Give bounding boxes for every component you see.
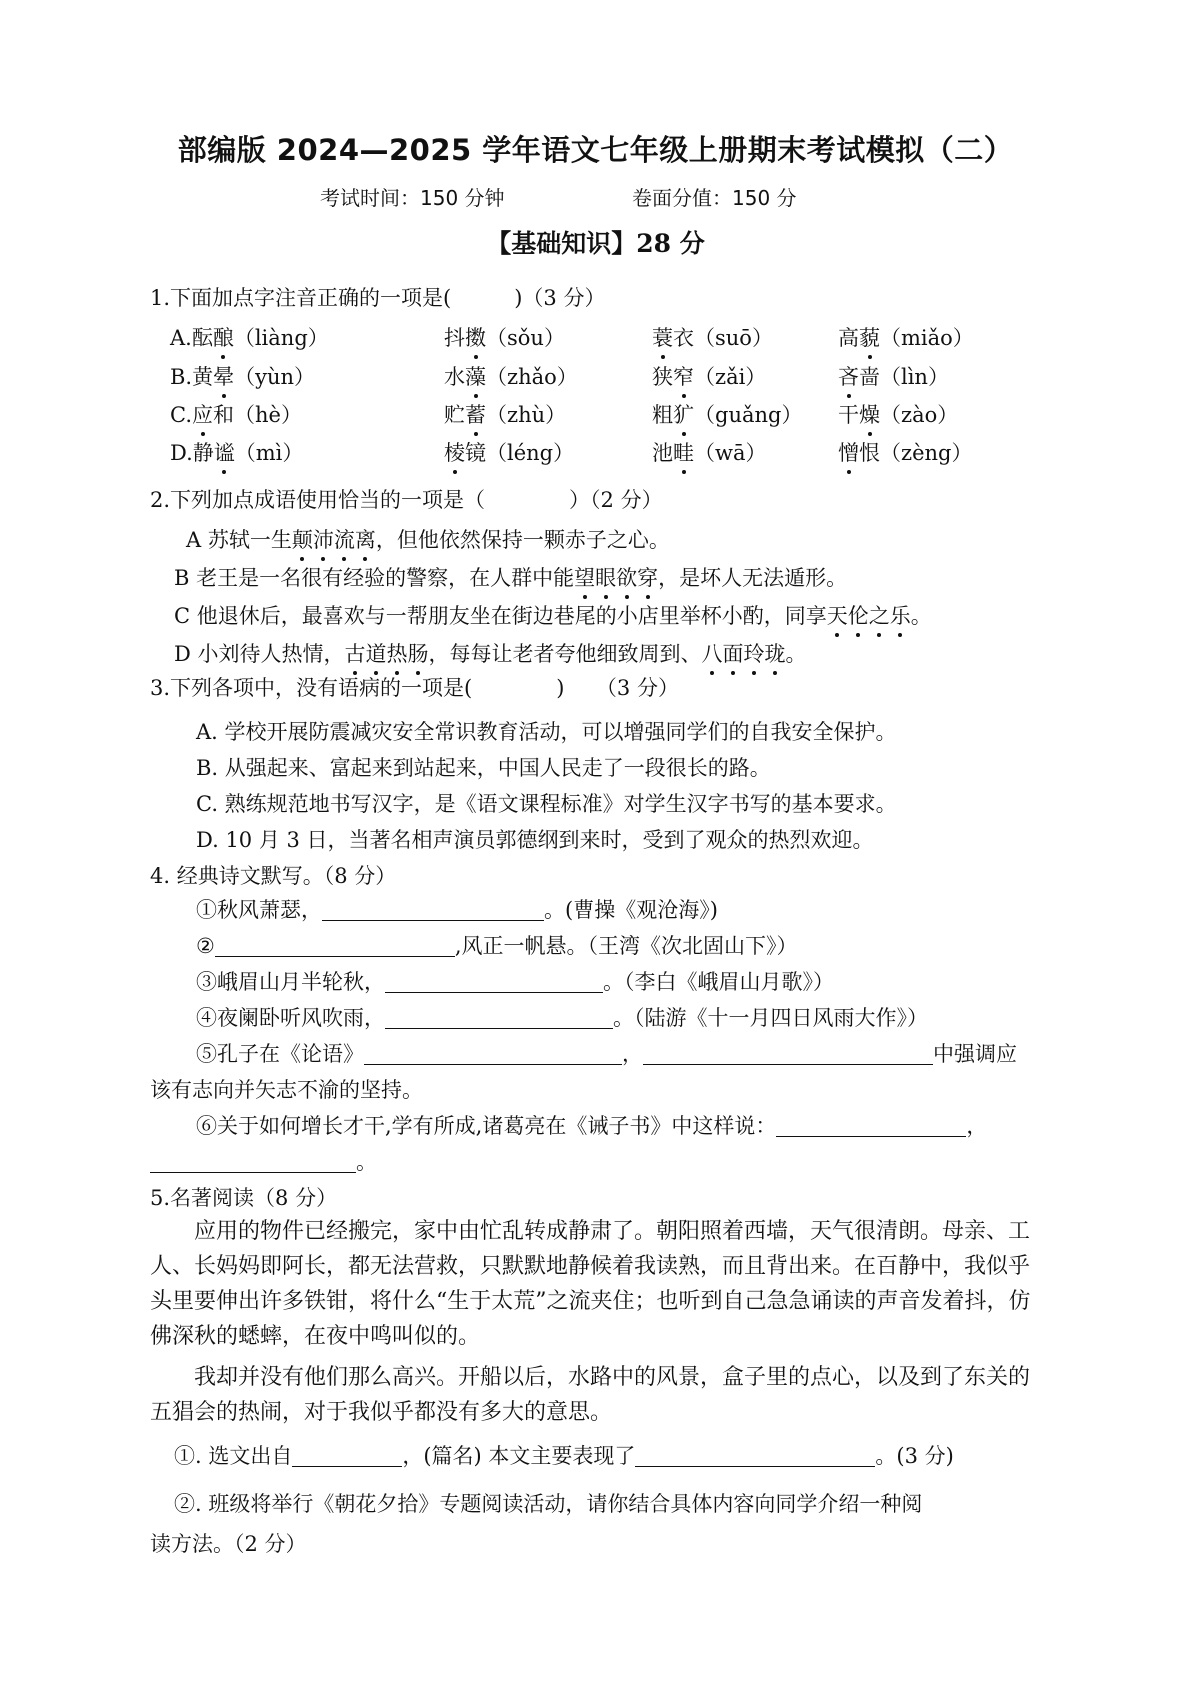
q3-stem: 3.下列各项中，没有语病的一项是( ) （3 分）	[150, 676, 679, 700]
q2-b-idiom: 望眼欲穿	[574, 566, 658, 590]
q1-option-a-word-1: A.酝酿（liàng）	[170, 322, 329, 352]
answer-blank[interactable]	[364, 1042, 622, 1065]
q4-line-2: ② ,风正一帆悬。（王湾《次北固山下》）	[196, 934, 798, 958]
q4-line-3: ③峨眉山月半轮秋， 。（李白《峨眉山月歌》）	[196, 970, 834, 994]
q2-d-idiom2: 八面玲珑	[702, 642, 786, 666]
answer-blank[interactable]	[643, 1042, 933, 1065]
q2-c-idiom: 天伦之乐	[827, 604, 911, 628]
q4-line-5-cont: 该有志向并矢志不渝的坚持。	[150, 1078, 423, 1102]
q3-option-d: D. 10 月 3 日，当著名相声演员郭德纲到来时，受到了观众的热烈欢迎。	[196, 828, 874, 852]
q5-stem: 5.名著阅读（8 分）	[150, 1186, 338, 1210]
answer-blank[interactable]	[385, 1006, 613, 1029]
q1-option-d-word-1: D.静谧（mì）	[170, 437, 303, 467]
answer-blank[interactable]	[322, 898, 544, 921]
q2-stem: 2.下列加点成语使用恰当的一项是（ ）（2 分）	[150, 488, 663, 512]
q4-line-5: ⑤孔子在《论语》 ， 中强调应	[196, 1042, 1017, 1066]
q5-passage-2: 我却并没有他们那么高兴。开船以后，水路中的风景，盒子里的点心，以及到了东关的五猖会的热闹，对于我似乎都没有多大的意思。	[150, 1365, 1031, 1425]
q2-d-idiom: 古道热肠	[345, 642, 429, 666]
q2-option-c: C 他退休后，最喜欢与一帮朋友坐在街边巷尾的小店里举杯小酌，同享天伦之乐。	[174, 600, 932, 630]
q1-option-c-word-3: 粗犷（guǎng）	[652, 399, 802, 429]
q1-option-b-word-2: 水藻（zhǎo）	[444, 361, 578, 391]
q1-option-a-word-4: 高藐（miǎo）	[838, 322, 974, 352]
answer-blank[interactable]	[635, 1444, 875, 1467]
q2-option-b: B 老王是一名很有经验的警察，在人群中能望眼欲穿，是坏人无法遁形。	[174, 562, 847, 592]
q1-stem: 1.下面加点字注音正确的一项是( )（3 分）	[150, 286, 606, 310]
q1-option-b-word-3: 狭窄（zǎi）	[652, 361, 766, 391]
q1-option-b-word-4: 吝啬（lìn）	[838, 361, 949, 391]
answer-blank[interactable]	[776, 1114, 966, 1137]
q4-stem: 4. 经典诗文默写。（8 分）	[150, 864, 397, 888]
answer-blank[interactable]	[150, 1150, 356, 1173]
answer-blank[interactable]	[385, 970, 603, 993]
q5-sub-1: ①. 选文出自 ，(篇名) 本文主要表现了 。(3 分)	[174, 1444, 954, 1468]
q4-line-6-cont: 。	[150, 1146, 377, 1176]
q2-option-a: A 苏轼一生颠沛流离，但他依然保持一颗赤子之心。	[186, 524, 670, 554]
q4-line-4: ④夜阑卧听风吹雨， 。（陆游《十一月四日风雨大作》）	[196, 1006, 928, 1030]
q4-line-6: ⑥关于如何增长才干,学有所成,诸葛亮在《诫子书》中这样说： ，	[196, 1114, 988, 1138]
q1-option-a-word-2: 抖擞（sǒu）	[444, 322, 565, 352]
q1-option-b-word-1: B.黄晕（yùn）	[170, 361, 315, 391]
exam-score: 卷面分值：150 分	[632, 186, 797, 210]
q1-option-c-word-2: 贮蓄（zhù）	[444, 399, 566, 429]
q5-passage-1: 应用的物件已经搬完，家中由忙乱转成静肃了。朝阳照着西墙，天气很清朗。母亲、工人、长妈妈即阿长，都无法营救，只默默地静候着我读熟，而且背出来。在百静中，我似乎头里要伸出许多铁钳，将什么“生于太荒”之流夹住；也听到自己急急诵读的声音发着抖，仿佛深秋的蟋蟀，在夜中鸣叫似的。	[150, 1219, 1031, 1349]
q1-option-c-word-4: 干燥（zào）	[838, 399, 958, 429]
q5-sub-2-cont: 读方法。（2 分）	[150, 1532, 307, 1556]
answer-blank[interactable]	[215, 934, 455, 957]
q3-option-c: C. 熟练规范地书写汉字，是《语文课程标准》对学生汉字书写的基本要求。	[196, 792, 897, 816]
q5-sub-2: ②. 班级将举行《朝花夕拾》专题阅读活动，请你结合具体内容向同学介绍一种阅	[174, 1492, 923, 1516]
q1-option-d-word-4: 憎恨（zèng）	[838, 437, 972, 467]
q3-option-b: B. 从强起来、富起来到站起来，中国人民走了一段很长的路。	[196, 756, 771, 780]
answer-blank[interactable]	[292, 1444, 402, 1467]
q1-option-c-word-1: C.应和（hè）	[170, 399, 302, 429]
exam-time: 考试时间：150 分钟	[320, 186, 505, 210]
q3-option-a: A. 学校开展防震减灾安全常识教育活动，可以增强同学们的自我安全保护。	[196, 720, 897, 744]
q4-line-1: ①秋风萧瑟， 。(曹操《观沧海》)	[196, 898, 718, 922]
q1-option-d-word-3: 池畦（wā）	[652, 437, 767, 467]
page-title: 部编版 2024—2025 学年语文七年级上册期末考试模拟（二）	[177, 133, 1014, 167]
q1-option-a-word-3: 蓑衣（suō）	[652, 322, 773, 352]
q2-option-d: D 小刘待人热情，古道热肠，每每让老者夸他细致周到、八面玲珑。	[174, 638, 807, 668]
section-heading: 【基础知识】28 分	[486, 229, 705, 258]
q1-option-d-word-2: 棱镜（léng）	[444, 437, 574, 467]
q2-a-idiom: 颠沛流离	[292, 528, 376, 552]
